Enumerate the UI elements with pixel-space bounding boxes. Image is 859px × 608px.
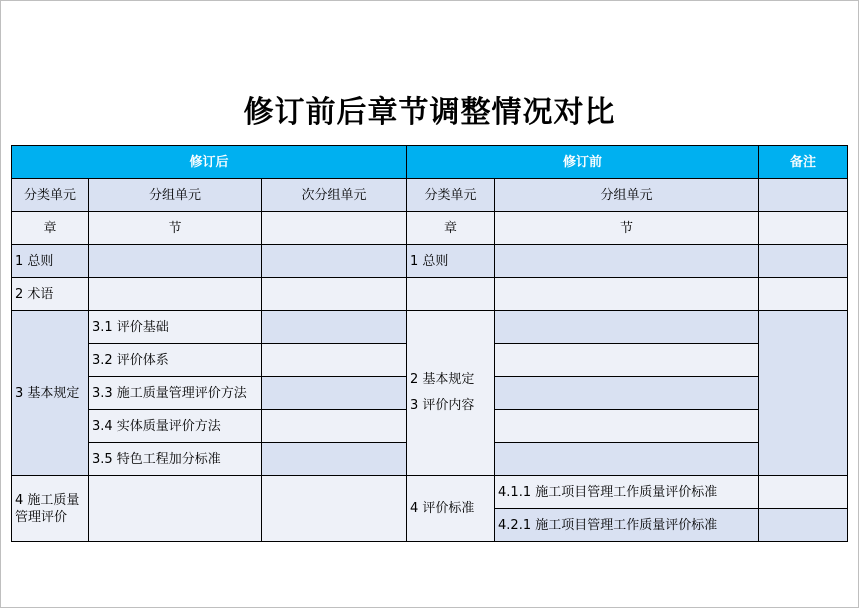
col-subgroup-unit: 次分组单元 [262,179,407,212]
empty-cell [262,278,407,311]
section-3-4: 3.4 实体质量评价方法 [89,410,262,443]
header-before: 修订前 [407,146,759,179]
empty-cell [262,245,407,278]
level-before-chapter: 章 [407,212,495,245]
empty-cell [89,278,262,311]
header-row [12,146,848,179]
empty-cell [262,443,407,476]
chapter-basic-after: 3 基本规定 [12,311,89,476]
section-3-1: 3.1 评价基础 [89,311,262,344]
empty-cell [262,377,407,410]
chapter-general-before: 1 总则 [407,245,495,278]
section-3-2: 3.2 评价体系 [89,344,262,377]
chapter-eval-before: 4 评价标准 [407,476,495,542]
chapter-general-after: 1 总则 [12,245,89,278]
empty-cell [262,311,407,344]
level-section: 节 [89,212,262,245]
empty-cell [495,278,759,311]
empty-cell [262,410,407,443]
chapter-basic-before-line2: 3 评价内容 [410,398,475,413]
header-after: 修订后 [12,146,407,179]
level-chapter: 章 [12,212,89,245]
empty-cell [495,377,759,410]
col-group-unit: 分组单元 [89,179,262,212]
section-4-1-1: 4.1.1 施工项目管理工作质量评价标准 [495,476,759,509]
section-3-3: 3.3 施工质量管理评价方法 [89,377,262,410]
table-row [12,311,848,344]
empty-cell [495,410,759,443]
chapter-basic-before [407,311,495,476]
chapter-basic-before-line1: 2 基本规定 [410,372,475,387]
column-header-row [12,179,848,212]
empty-cell [407,278,495,311]
remarks-empty [759,311,848,476]
empty-cell [495,311,759,344]
table-row [12,476,848,509]
chapter-eval-after [12,476,89,542]
table-row [12,278,848,311]
table-row [12,245,848,278]
chapter-terms-after: 2 术语 [12,278,89,311]
section-3-5: 3.5 特色工程加分标准 [89,443,262,476]
empty-cell [495,245,759,278]
col-classification-unit: 分类单元 [12,179,89,212]
comparison-table [11,145,848,542]
level-remarks-empty [759,212,848,245]
chapter-eval-after-line2: 管理评价 [15,509,68,525]
chapter-eval-after-line1: 4 施工质量 [15,492,80,508]
empty-cell [495,443,759,476]
level-empty [262,212,407,245]
empty-cell [89,476,262,542]
col-before-group-unit: 分组单元 [495,179,759,212]
empty-cell [89,245,262,278]
empty-cell [759,509,848,542]
level-row [12,212,848,245]
header-remarks: 备注 [759,146,848,179]
page-title: 修订前后章节调整情况对比 [243,95,616,130]
empty-cell [759,278,848,311]
empty-cell [495,344,759,377]
col-remarks-empty [759,179,848,212]
empty-cell [759,245,848,278]
level-before-section: 节 [495,212,759,245]
empty-cell [262,476,407,542]
empty-cell [262,344,407,377]
col-before-classification-unit: 分类单元 [407,179,495,212]
empty-cell [759,476,848,509]
section-4-2-1: 4.2.1 施工项目管理工作质量评价标准 [495,509,759,542]
